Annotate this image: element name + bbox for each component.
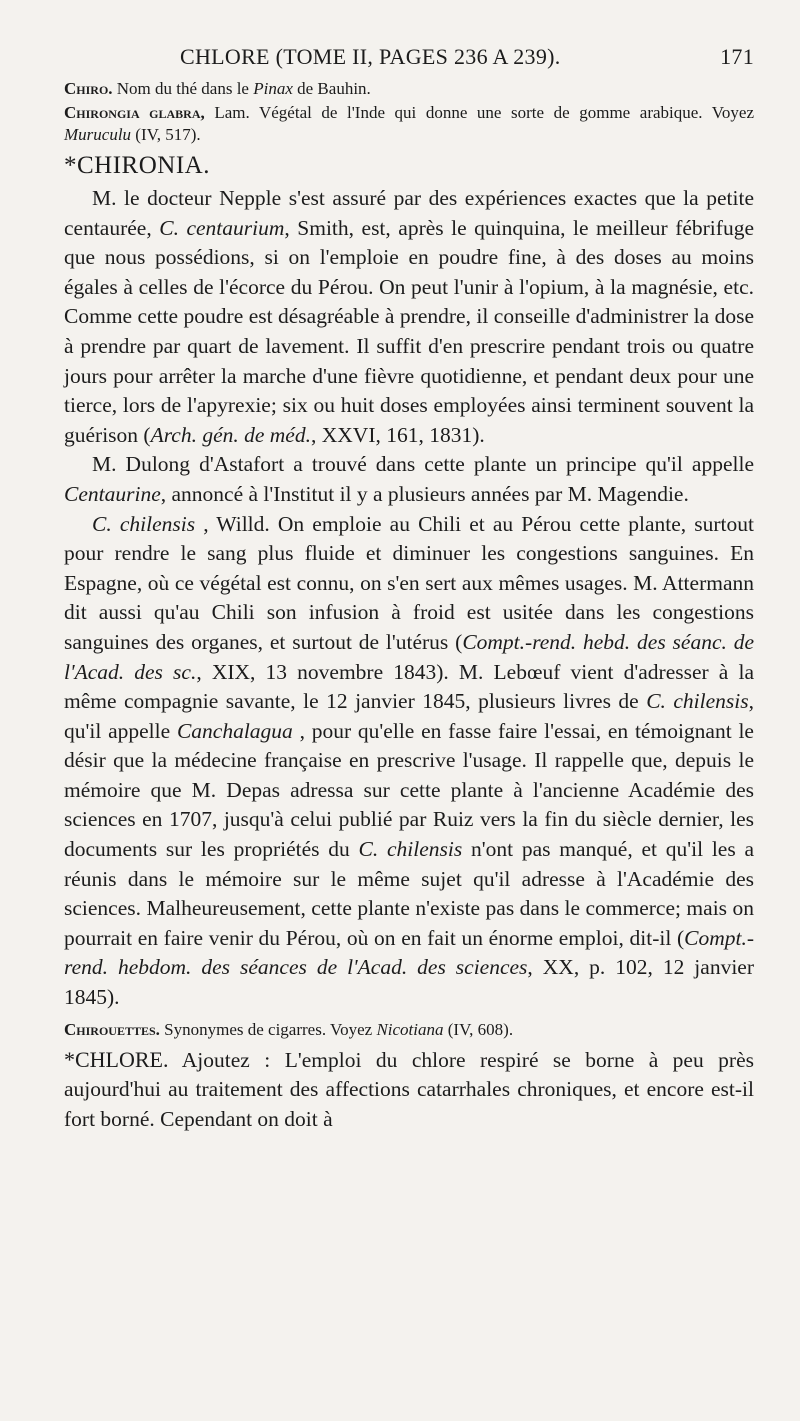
text-run: , qu'il appelle: [64, 689, 754, 743]
italic-run: C. chilensis: [358, 837, 463, 862]
entry-chirouettes: [64, 1019, 754, 1041]
entry-text: Synonymes de cigarres. Voyez: [159, 1019, 377, 1039]
entry-chiro: [64, 78, 754, 100]
italic-run: C. chilensis: [646, 689, 749, 714]
entry-italic: Pinax: [253, 79, 293, 98]
italic-run: Arch. gén. de méd.: [150, 422, 311, 447]
text-run: , Willd. On emploie au Chili et au Pérou cette plante, surtout pour rendre le sang plus fluide et diminuer les congestions sanguines. En Espagne, où ce végétal est connu, on s'en sert aux mêmes usages. M. Attermann dit aussi qu'au Chili son infusion à froid est usitée dans les congestions sanguines des organes, et surtout de l'utérus (: [64, 511, 754, 654]
entry-chlore: [64, 1045, 754, 1135]
paragraph-chilensis: [64, 510, 754, 1013]
paragraph-nepple: [64, 184, 754, 450]
italic-run: C. chilensis: [92, 511, 196, 536]
text-run: , XX, p. 102, 12 janvier 1845).: [64, 955, 754, 1010]
entry-text: (IV, 517).: [131, 125, 201, 144]
text-run: n'ont pas manqué, et qu'il les a réunis dans le mémoire sur le même sujet qu'il adresse à l'Académie des sciences. Malheureusement, cette plante n'existe pas dans le commerce; mais on pourrait en faire venir du Pérou, où on en fait un énorme emploi, dit-il (: [64, 837, 754, 950]
entry-head: *CHLORE.: [64, 1046, 169, 1072]
entry-text: de Bauhin.: [292, 79, 371, 98]
entry-head: Chirouettes.: [64, 1019, 160, 1039]
entry-italic: Nicotiana: [376, 1019, 444, 1039]
text-run: M. le docteur Nepple s'est assuré par des expériences exactes que la petite centaurée,: [64, 186, 754, 240]
entry-head: Chiro.: [64, 79, 113, 98]
italic-run: Compt.-rend. hebd. des séanc. de l'Acad. des sc.: [64, 629, 755, 684]
text-run: , XIX, 13 novembre 1843). M. Lebœuf vient d'adresser à la même compagnie savante, le 12 janvier 1845, plusieurs livres de: [64, 659, 754, 714]
entry-chirongia: [64, 102, 754, 146]
entry-text: Ajoutez : L'emploi du chlore respiré se borne à peu près aujourd'hui au traitement des affections catarrhales chroniques, et encore est-il fort borné. Cependant on doit à: [64, 1047, 754, 1131]
entry-head: Chirongia glabra,: [64, 103, 205, 122]
entry-text: Lam. Végétal de l'Inde qui donne une sorte de gomme arabique. Voyez: [204, 103, 754, 122]
text-run: , XXVI, 161, 1831).: [310, 422, 485, 447]
italic-run: Compt.-rend. hebdom. des séances de l'Acad. des sciences: [64, 925, 754, 980]
section-heading-chironia: *CHIRONIA.: [64, 152, 210, 179]
entry-italic: Muruculu: [64, 125, 132, 144]
text-run: M. Dulong d'Astafort a trouvé dans cette plante un principe qu'il appelle: [92, 452, 754, 477]
page-number: 171: [720, 44, 754, 69]
text-run: , Smith, est, après le quinquina, le meilleur fébrifuge que nous possédions, si on l'emploie en poudre fine, à des doses au moins égales à celles de l'écorce du Pérou. On peut l'unir à l'opium, à la magnésie, etc. Comme cette poudre est désagréable à prendre, il conseille d'administrer la dose à prendre par quart de lavement. Il suffit d'en prescrire pendant trois ou quatre jours pour arrêter la marche d'une fièvre quotidienne, et pendant deux pour une tierce, lors de l'apyrexie; six ou huit doses employées ainsi terminent souvent la guérison (: [64, 215, 754, 447]
paragraph-dulong: [64, 450, 754, 509]
entry-text: (IV, 608).: [443, 1019, 514, 1039]
running-title: CHLORE (TOME II, PAGES 236 A 239).: [180, 44, 561, 69]
italic-run: Canchalagua: [176, 718, 293, 743]
italic-run: Centaurine: [64, 481, 161, 506]
text-run: , pour qu'elle en fasse faire l'essai, en témoignant le désir que la médecine française en prescrive l'usage. Il rappelle que, depuis le mémoire que M. Depas adressa sur cette plante à l'ancienne Académie des sciences en 1707, jusqu'à celui publié par Ruiz vers la fin du siècle dernier, les documents sur les propriétés du: [64, 718, 754, 862]
entry-text: Nom du thé dans le: [112, 79, 254, 98]
text-run: , annoncé à l'Institut il y a plusieurs années par M. Magendie.: [160, 481, 689, 506]
italic-run: C. centaurium: [159, 215, 285, 240]
running-header: [64, 44, 754, 78]
